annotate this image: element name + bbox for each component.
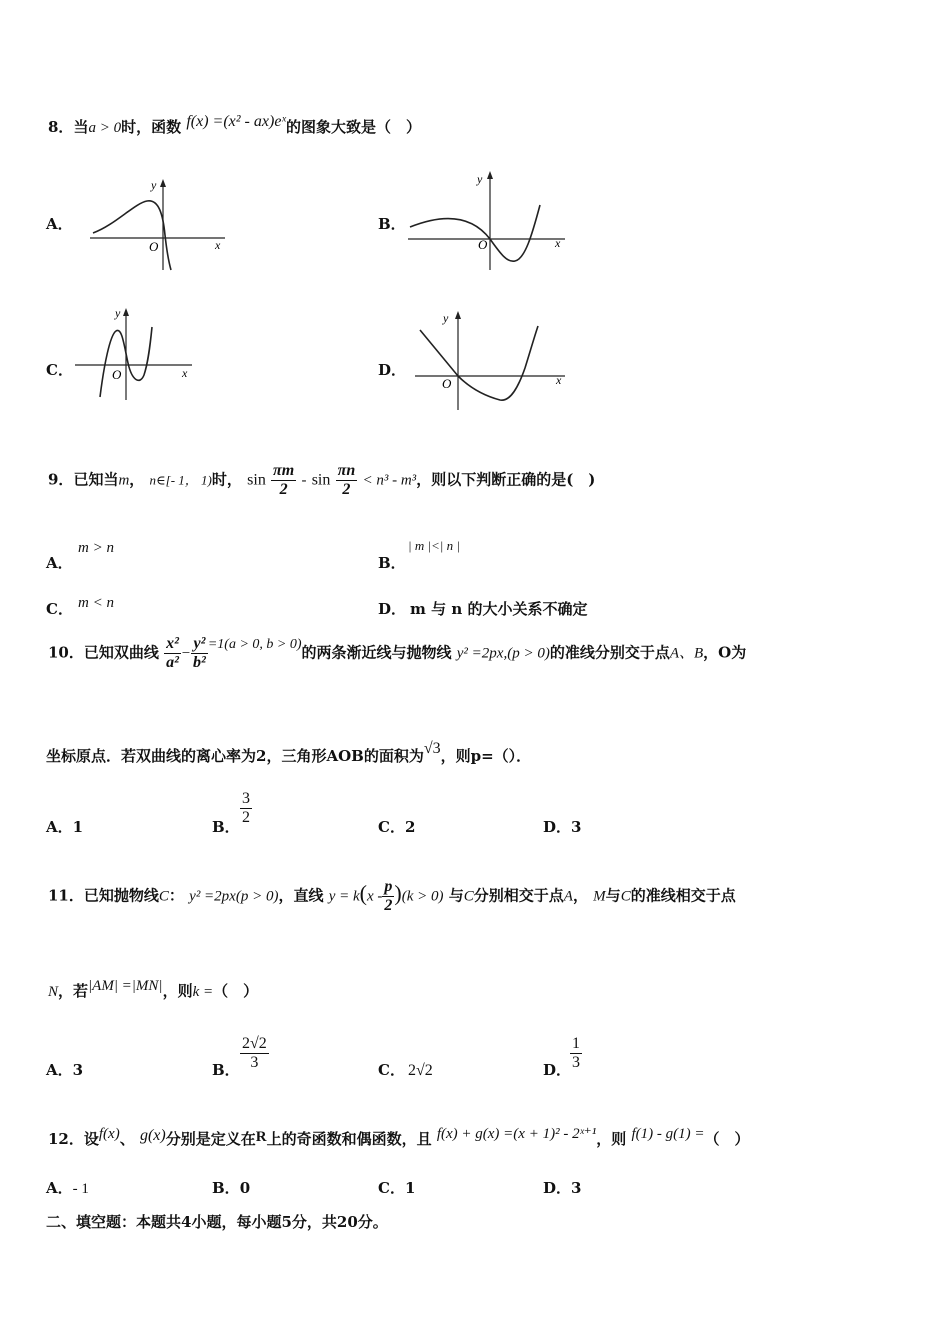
y-arrow-icon — [455, 311, 461, 319]
q8-option-b-label: B． — [378, 215, 406, 233]
x-label: x — [556, 373, 562, 387]
q11-option-b-frac: $\frac{2√2}{3}$ — [242, 1035, 267, 1071]
q8-option-c-label: C． — [46, 361, 73, 379]
q11-option-d-frac: $\frac{1}{3}$ — [572, 1035, 580, 1071]
q9-frac-1: $\frac{\pi m}{2}$ — [273, 462, 295, 498]
x-label: x — [555, 236, 561, 250]
q10-option-b-frac: $\frac{3}{2}$ — [242, 790, 250, 826]
q11-option-c-text: 2√2 — [408, 1062, 433, 1079]
q12-option-d-label: D．3 — [543, 1179, 582, 1197]
y-arrow-icon — [123, 308, 129, 316]
q10-frac-x: $\frac{\text{x²}}{\text{a²}}$ — [166, 635, 179, 671]
q9-option-a-text: m > n — [78, 540, 114, 556]
q9-option-c-label: C． — [46, 600, 73, 618]
question-8-stem: 8．当a > 0时，函数 f(x) =(x² - ax)eˣ的图象大致是（ ） — [48, 113, 421, 136]
q9-option-c-text: m < n — [78, 595, 114, 611]
q9-option-b-label: B． — [378, 554, 406, 572]
q8-graph-d — [410, 308, 570, 413]
y-label: y — [443, 311, 449, 325]
origin-label: O — [478, 237, 488, 252]
question-10-line2: 坐标原点．若双曲线的离心率为2，三角形AOB的面积为√3，则p=（）． — [46, 740, 532, 765]
q9-option-a-label: A． — [46, 554, 73, 572]
question-9-stem: 9．已知当m， n∈[- 1， 1)时， sin $\frac{\pi m}{2}$ - sin $\frac{\pi n}{2}$ < n³ - m³，则以下判断正确的是( ) — [48, 462, 596, 498]
q11-option-a-label: A．3 — [46, 1061, 84, 1079]
q12-option-c-label: C．1 — [378, 1179, 416, 1197]
q11-option-c-label: C． — [378, 1061, 405, 1079]
q10-option-a-label: A．1 — [46, 818, 84, 836]
origin-label: O — [112, 367, 122, 382]
q10-option-c-label: C．2 — [378, 818, 416, 836]
q8-graph-b — [405, 165, 570, 275]
question-12-stem: 12．设f(x)、 g(x)分别是定义在R上的奇函数和偶函数，且 f(x) + g(x) =(x + 1)² - 2ˣ⁺¹，则 f(1) - g(1) =（ ） — [48, 1126, 750, 1148]
origin-label: O — [442, 376, 452, 391]
y-label: y — [477, 172, 483, 186]
q10-option-d-label: D．3 — [543, 818, 582, 836]
x-label: x — [215, 238, 221, 252]
curve — [93, 201, 171, 270]
y-arrow-icon — [487, 171, 493, 179]
question-10-stem: 10．已知双曲线 $\frac{\text{x²}}{\text{a²}}$ − $\frac{\text{y²}}{\text{b²}}$ =1(a > 0, b > 0)的两条渐近线与抛物线 y² =2px,(p > 0)的准线分别交于点A、B，O为 — [48, 635, 747, 671]
q11-option-d-label: D． — [543, 1061, 572, 1079]
q9-frac-2: $\frac{\pi n}{2}$ — [337, 462, 356, 498]
q11-option-b-label: B． — [212, 1061, 240, 1079]
q8-graph-c — [70, 305, 200, 405]
q8-option-d-label: D． — [378, 361, 407, 379]
q8-formula: f(x) =(x² - ax)eˣ — [186, 113, 286, 130]
q10-option-b-label: B． — [212, 818, 240, 836]
y-label: y — [115, 306, 121, 320]
question-11-stem: 11．已知抛物线C： y² =2px(p > 0)，直线 y = k(x - $\frac{p}{2}$ )(k > 0) 与C分别相交于点A， M与C的准线相交于点 — [48, 878, 736, 914]
y-arrow-icon — [160, 179, 166, 187]
q12-option-b-label: B．0 — [212, 1179, 251, 1197]
y-label: y — [151, 178, 157, 192]
q8-option-a-label: A． — [46, 215, 73, 233]
question-11-line2: N，若|AM| =|MN|，则k =（ ） — [48, 978, 259, 1000]
section-2-heading: 二、填空题：本题共4小题，每小题5分，共20分。 — [46, 1213, 388, 1231]
q8-graph-a — [85, 175, 235, 275]
q9-option-b-text: | m |<| n | — [408, 538, 460, 553]
q10-frac-y: $\frac{\text{y²}}{\text{b²}}$ — [193, 635, 206, 671]
q12-option-a-label: A．- 1 — [46, 1179, 89, 1197]
origin-label: O — [149, 239, 159, 254]
x-label: x — [182, 366, 188, 380]
curve — [410, 205, 540, 261]
q9-option-d-text: m 与 n 的大小关系不确定 — [410, 600, 588, 618]
q9-option-d-label: D． — [378, 600, 407, 618]
curve — [420, 326, 538, 400]
